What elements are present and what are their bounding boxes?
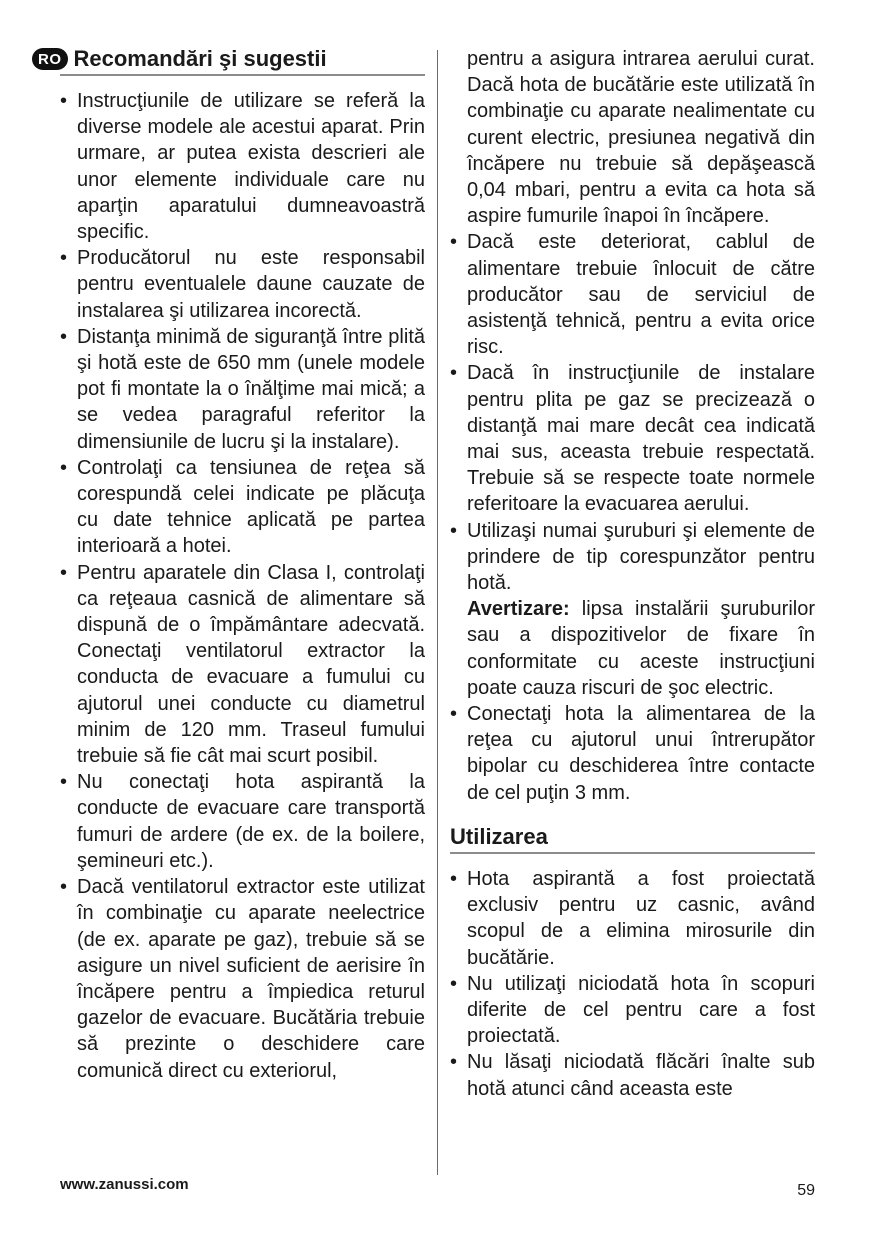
continued-paragraph: pentru a asigura intrarea aerului curat. Dacă hota de bucătărie este utilizată în combinaţie cu aparate nealimentate cu curent electric, presiunea negativă din încăpere nu trebuie să depăşească 0,04 mbari, pentru a evita ca hota să aspire fumurile înapoi în încăpere.	[467, 48, 815, 228]
section-title: Recomandări şi sugestii	[73, 46, 327, 71]
recommendations-list	[60, 88, 425, 1084]
language-badge: RO	[32, 48, 68, 70]
list-item: • Dacă în instrucţiunile de instalare pentru plita pe gaz se precizează o distanţă mai mare decât cea indicată mai sus, aceasta trebuie respectată. Trebuie să se respecte toate normele referitoare la evacuarea aerului.	[450, 360, 815, 517]
recommendations-list-end	[450, 701, 815, 806]
list-item: • Nu utilizaţi niciodată hota în scopuri diferite de cel pentru care a fost proiectată.	[450, 971, 815, 1050]
section-heading-recommendations	[38, 46, 425, 76]
list-item: • Hota aspirantă a fost proiectată exclusiv pentru uz casnic, având scopul de a elimina mirosurile din bucătărie.	[450, 866, 815, 971]
recommendations-list-continued	[450, 229, 815, 596]
section-title: Utilizarea	[450, 823, 548, 849]
list-item: • Utilizaşi numai şuruburi şi elemente de prindere de tip corespunzător pentru hotă.	[450, 518, 815, 597]
warning-text: lipsa instalării şuruburilor sau a dispozitivelor de fixare în conformitate cu aceste instrucţiuni poate cauza riscuri de şoc electric.	[467, 598, 815, 699]
footer-url: www.zanussi.com	[60, 1176, 189, 1193]
list-item: • Nu lăsaţi niciodată flăcări înalte sub hotă atunci când aceasta este	[450, 1049, 815, 1101]
list-item: • Controlaţi ca tensiunea de reţea să corespundă celei indicate pe plăcuţa cu date tehnice aplicată pe partea interioară a hotei.	[60, 455, 425, 560]
list-item: • Conectaţi hota la alimentarea de la reţea cu ajutorul unui întrerupător bipolar cu deschiderea între contacte de cel puţin 3 mm.	[450, 701, 815, 806]
column-divider	[437, 50, 438, 1175]
list-item: • Producătorul nu este responsabil pentru eventualele daune cauzate de instalarea şi utilizarea incorectă.	[60, 245, 425, 324]
warning-note	[450, 596, 815, 701]
right-column	[450, 46, 815, 1102]
list-item: • Dacă ventilatorul extractor este utilizat în combinaţie cu aparate neelectrice (de ex. aparate pe gaz), trebuie să se asigure un nivel suficient de aerisire în încăpere pentru a împiedica returul gazelor de evacuare. Bucătăria trebuie să prezinte o deschidere care comunică direct cu exteriorul,	[60, 874, 425, 1084]
page-number: 59	[797, 1182, 815, 1199]
list-item: • Instrucţiunile de utilizare se referă la diverse modele ale acestui aparat. Prin urmare, ar putea exista descrieri ale unor elemente individuale care nu aparţin aparatului dumneavoastră specific.	[60, 88, 425, 245]
list-item: • Nu conectaţi hota aspirantă la conducte de evacuare care transportă fumuri de ardere (de ex. de la boilere, şemineuri etc.).	[60, 769, 425, 874]
list-item: • Pentru aparatele din Clasa I, controlaţi ca reţeaua casnică de alimentare să dispună de o împământare adecvată. Conectaţi ventilatorul extractor la conducta de evacuare a fumului cu ajutorul unei conducte cu diametrul minim de 120 mm. Traseul fumului trebuie să fie cât mai scurt posibil.	[60, 560, 425, 770]
list-item: • Distanţa minimă de siguranţă între plită şi hotă este de 650 mm (unele modele pot fi montate la o înălţime mai mică; a se vedea paragraful referitor la dimensiunile de lucru şi la instalare).	[60, 324, 425, 455]
usage-list	[450, 866, 815, 1102]
left-column	[38, 46, 425, 1084]
section-heading-usage	[450, 824, 815, 854]
warning-label: Avertizare:	[467, 598, 570, 621]
list-item: • Dacă este deteriorat, cablul de alimentare trebuie înlocuit de către producător sau de serviciul de asistenţă tehnică, pentru a evita orice risc.	[450, 229, 815, 360]
